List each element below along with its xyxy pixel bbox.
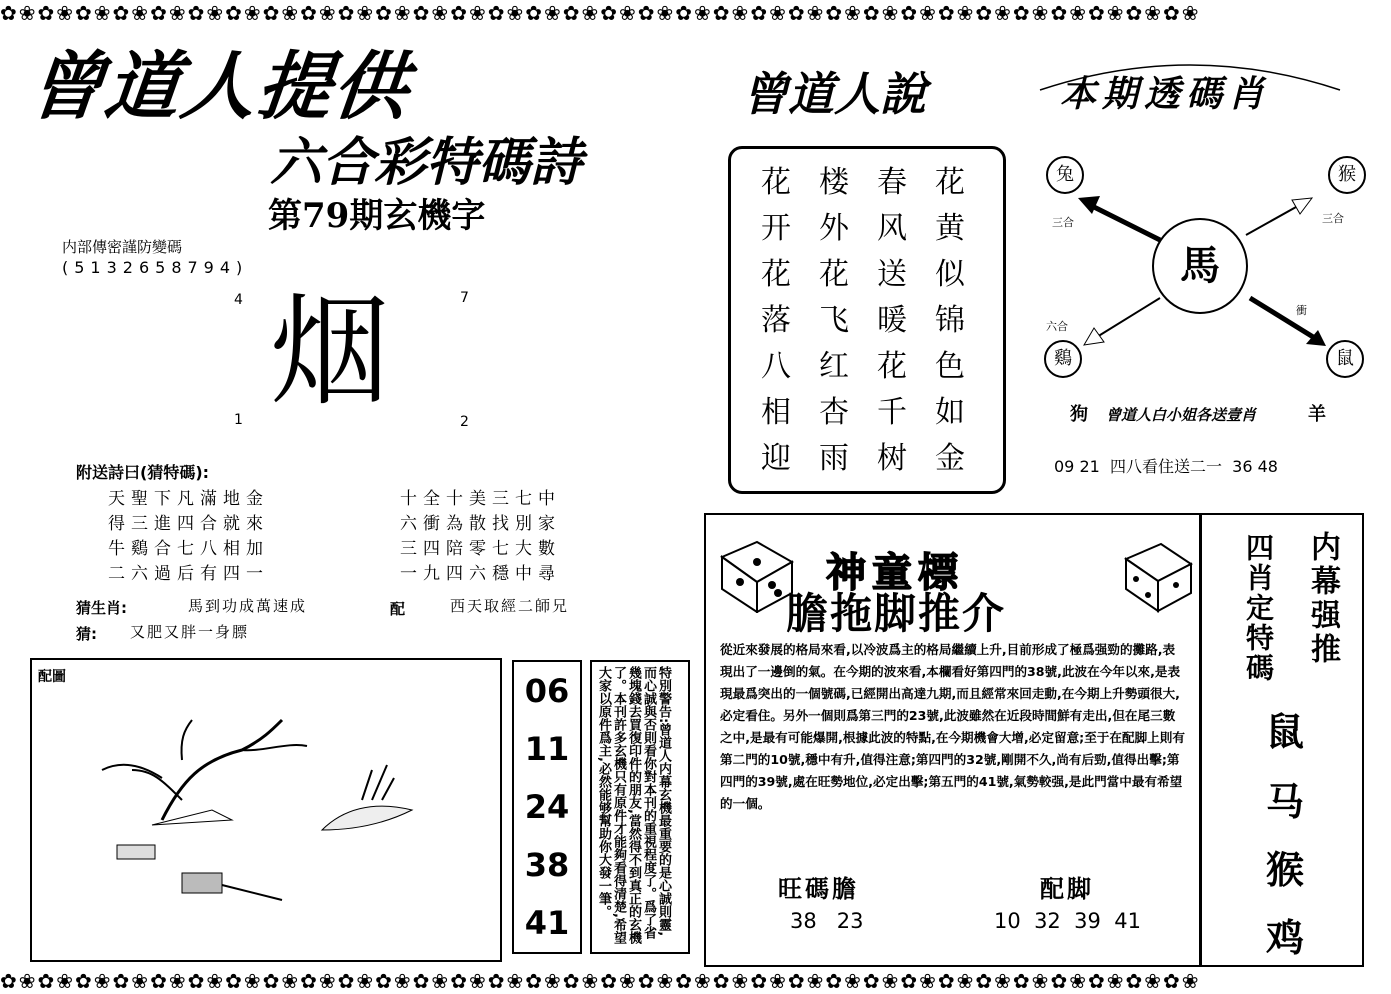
dan-values: 38 23 [790, 909, 864, 933]
side-animal-3: 猴 [1266, 847, 1305, 892]
talk-cell-5-0: 相 [761, 395, 791, 430]
warning-box [590, 660, 690, 954]
zodiac-tl: 兔 [1046, 156, 1084, 194]
picture-label: 配圖 [38, 669, 66, 685]
poem-title: 附送詩曰(猜特碼): [76, 463, 210, 482]
secret-label: 内部傳密謹防變碼 [62, 238, 183, 256]
talk-cell-2-3: 似 [935, 257, 965, 292]
poem-right-1: 十全十美三七中 [400, 489, 561, 509]
side-title-a: 内幕强推 [1305, 531, 1340, 667]
talk-cell-4-2: 花 [877, 349, 907, 384]
zodiac-right-animal: 羊 [1308, 404, 1326, 425]
top-border: ✿❀✿❀✿❀✿❀✿❀✿❀✿❀✿❀✿❀✿❀✿❀✿❀✿❀✿❀✿❀✿❀✿❀✿❀✿❀✿❀✿❀✿❀✿❀✿❀✿❀✿❀✿❀✿❀✿❀✿❀✿❀✿❀ [0, 2, 1201, 24]
poem-left-2: 得三進四合就來 [108, 514, 269, 534]
talk-cell-6-2: 树 [877, 441, 907, 476]
talk-cell-5-1: 杏 [819, 395, 849, 430]
number-2: 11 [524, 730, 570, 768]
feature-article: 從近來發展的格局來看,以冷波爲主的格局繼續上升,目前形成了極爲强勁的攤路,表現出了一邊倒的氣。在今期的波來看,本欄看好第四門的38號,此波在今年以來,是表現最爲突出的一個號碼,已經開出高達九期,而且經常來回走動,在今期上升勢頭很大,必定看住。另外一個則爲第三門的23號,此波雖然在近段時間鮮有走出,但在尾三數之中,是最有可能爆開,根據此波的特點,在今期機會大增,必定留意;至于在配脚上則有第二門的10號,穩中有升,值得注意;第四門的32號,剛開不久,尚有后勁,值得出擊;第四門的39號,處在旺勢地位,必定出擊;第五門的41號,氣勢較强,是此門當中最有希望的一個。 [720, 642, 1185, 811]
side-box [1200, 513, 1364, 967]
talk-poem-grid [728, 146, 1006, 494]
side-title-b: 四肖定特碼 [1242, 533, 1275, 683]
sub-title: 六合彩特碼詩 [270, 133, 583, 193]
talk-cell-0-1: 楼 [819, 165, 849, 200]
feature-title: 膽拖脚推介 [786, 589, 1007, 638]
talk-cell-3-3: 锦 [935, 303, 965, 338]
corner-tr: 7 [460, 290, 469, 306]
talk-cell-1-3: 黄 [935, 211, 965, 246]
corner-br: 2 [460, 414, 469, 430]
issue-title: 第79期玄機字 [268, 196, 486, 236]
talk-cell-2-0: 花 [761, 257, 791, 292]
bottom-border: ✿❀✿❀✿❀✿❀✿❀✿❀✿❀✿❀✿❀✿❀✿❀✿❀✿❀✿❀✿❀✿❀✿❀✿❀✿❀✿❀✿❀✿❀✿❀✿❀✿❀✿❀✿❀✿❀✿❀✿❀✿❀✿❀ [0, 970, 1201, 992]
poem-right-4: 一九四六穩中尋 [400, 564, 561, 584]
talk-title: 曾道人說 [742, 67, 926, 121]
pei-label: 配脚 [1040, 875, 1094, 903]
dan-label: 旺碼膽 [778, 875, 859, 903]
zodiac-tr: 猴 [1328, 156, 1366, 194]
talk-cell-3-0: 落 [761, 303, 791, 338]
poem-right-3: 三四陪零七大數 [400, 539, 561, 559]
talk-cell-6-1: 雨 [819, 441, 849, 476]
talk-cell-0-0: 花 [761, 165, 791, 200]
number-1: 06 [524, 672, 570, 710]
poem-left-1: 天聖下凡滿地金 [108, 489, 269, 509]
warning-text: 特別警告:曾道人内幕玄機最重要的是心誠則靈,而心誠與否則看你對本刊的重視程度了。爲了省幾塊錢去買復印件的朋友,當然得不到真正的玄機了。本刊許多玄機只有原件才能夠看得清楚,希望大家以原件爲主,必然能够幫助你大發一筆。 [596, 666, 671, 944]
talk-cell-0-3: 花 [935, 165, 965, 200]
poem-left-3: 牛鷄合七八相加 [108, 539, 269, 559]
zodiac-lab-tl: 三合 [1052, 216, 1074, 229]
side-animal-4: 鸡 [1266, 915, 1305, 960]
number-5: 41 [524, 904, 570, 942]
zodiac-lab-tr: 三合 [1322, 212, 1344, 225]
poem-right-2: 六衝為散找別家 [400, 514, 561, 534]
pair-value: 西天取經二師兄 [450, 597, 570, 615]
talk-cell-5-3: 如 [935, 395, 965, 430]
talk-cell-1-1: 外 [819, 211, 849, 246]
guess-value: 馬到功成萬速成 [188, 597, 308, 615]
number-4: 38 [524, 846, 570, 884]
zodiac-left-animal: 狗 [1070, 404, 1088, 425]
mystery-character: 烟 [270, 283, 390, 422]
corner-tl: 4 [234, 292, 243, 308]
talk-cell-0-2: 春 [877, 165, 907, 200]
zodiac-bottom-line: 09 21 四八看住送二一 36 48 [1054, 457, 1278, 476]
corner-bl: 1 [234, 412, 243, 428]
talk-cell-3-2: 暖 [877, 303, 907, 338]
talk-cell-3-1: 飞 [819, 303, 849, 338]
talk-cell-4-1: 红 [819, 349, 849, 384]
side-animal-2: 马 [1266, 779, 1305, 824]
talk-cell-1-2: 风 [877, 211, 907, 246]
guess-label: 猜生肖: [76, 599, 127, 617]
zodiac-title: 本期透碼肖 [1060, 73, 1271, 115]
talk-cell-5-2: 千 [877, 395, 907, 430]
picture-box [30, 658, 502, 962]
talk-cell-4-0: 八 [761, 349, 791, 384]
poem-left-4: 二六過后有四一 [108, 564, 269, 584]
side-animal-1: 鼠 [1266, 709, 1305, 754]
zodiac-center: 馬 [1152, 218, 1248, 314]
talk-cell-2-2: 送 [877, 257, 907, 292]
zodiac-lab-bl: 六合 [1046, 320, 1068, 333]
zodiac-gift-text: 曾道人白小姐各送壹肖 [1106, 406, 1257, 424]
numbers-box [512, 660, 582, 954]
zodiac-bl: 鷄 [1044, 340, 1082, 378]
feature-box [704, 513, 1201, 967]
talk-cell-6-3: 金 [935, 441, 965, 476]
branch-illustration [32, 660, 500, 960]
main-title: 曾道人提供 [24, 44, 414, 130]
number-3: 24 [524, 788, 570, 826]
guess2-label: 猜: [76, 625, 97, 643]
talk-cell-1-0: 开 [761, 211, 791, 246]
talk-cell-4-3: 色 [935, 349, 965, 384]
guess2-value: 又肥又胖一身膘 [130, 623, 250, 641]
zodiac-br: 鼠 [1326, 340, 1364, 378]
talk-cell-2-1: 花 [819, 257, 849, 292]
feature-title-top: 神童標 [826, 550, 964, 596]
talk-cell-6-0: 迎 [761, 441, 791, 476]
zodiac-lab-br: 衝 [1296, 304, 1307, 317]
pair-label: 配 [390, 600, 406, 618]
dice-icon-right [1116, 529, 1196, 615]
secret-code: (5132658794) [62, 258, 249, 277]
pei-values: 10 32 39 41 [994, 909, 1141, 933]
